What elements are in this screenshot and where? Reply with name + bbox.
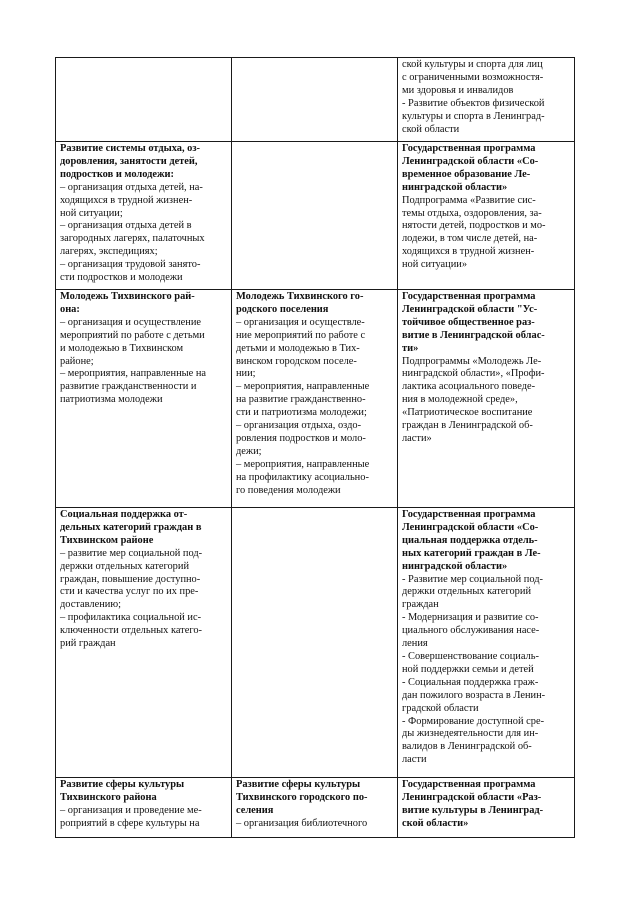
cell-heading-line: Государственная программа xyxy=(402,143,536,154)
table-cell-col1 xyxy=(56,508,232,778)
table-cell-col3 xyxy=(398,778,575,838)
cell-text-line: дежи; xyxy=(236,445,262,457)
cell-heading-line: дельных категорий граждан в xyxy=(60,521,202,533)
cell-text-line: – организация отдыха детей в xyxy=(60,220,192,232)
cell-heading-line: доровления, занятости детей, xyxy=(60,155,198,167)
table-cell-col2 xyxy=(232,778,398,838)
cell-text-line: ды жизнедеятельности для ин- xyxy=(402,728,539,740)
cell-heading-line: временное образование Ле- xyxy=(402,168,531,180)
cell-text-line: - Модернизация и развитие со- xyxy=(402,612,539,624)
cell-heading-line: Ленинградской области «Со- xyxy=(402,155,539,167)
cell-text-line: патриотизма молодежи xyxy=(60,394,163,406)
cell-text-line: с ограниченными возможностя- xyxy=(402,71,544,83)
cell-text-line: на профилактику асоциально- xyxy=(236,471,369,483)
document-page xyxy=(55,57,574,838)
cell-text-line: ние мероприятий по работе с xyxy=(236,329,366,341)
cell-heading-line: она: xyxy=(60,303,80,315)
cell-text-line: – организация и проведение ме- xyxy=(60,804,202,816)
cell-text-line: лодежи, в том числе детей, на- xyxy=(402,233,538,245)
cell-text-line: ной ситуации; xyxy=(60,207,123,219)
cell-text-line: – организация и осуществление xyxy=(60,316,201,328)
table-cell-col2 xyxy=(232,290,398,508)
cell-text-line: держки отдельных категорий xyxy=(402,586,531,598)
cell-text-line: рий граждан xyxy=(60,638,116,650)
cell-text-line: роприятий в сфере культуры на xyxy=(60,817,200,829)
cell-text-line: винском городском поселе- xyxy=(236,355,357,367)
programs-table-body xyxy=(56,58,575,838)
cell-heading-line: Государственная программа xyxy=(402,509,536,520)
cell-heading-line: Социальная поддержка от- xyxy=(60,509,188,520)
cell-heading-line: Развитие сферы культуры xyxy=(60,779,185,790)
cell-heading-line: Государственная программа xyxy=(402,291,536,302)
cell-text-line: ходящихся в трудной жизнен- xyxy=(402,246,535,258)
cell-text-line: сти подростков и молодежи xyxy=(60,272,183,284)
cell-text-line: – мероприятия, направленные на xyxy=(60,368,206,380)
cell-text-line: ской культуры и спорта для лиц xyxy=(402,59,543,70)
cell-text-line: ласти» xyxy=(402,432,432,444)
cell-text-line: валидов в Ленинградской об- xyxy=(402,741,532,753)
cell-text-line: нии; xyxy=(236,368,256,380)
cell-text-line: ровления подростков и моло- xyxy=(236,432,366,444)
cell-text-line: циального обслуживания насе- xyxy=(402,625,540,637)
cell-heading-line: Тихвинском районе xyxy=(60,534,154,546)
cell-text-line: ласти xyxy=(402,754,427,766)
cell-text-line: держки отдельных категорий xyxy=(60,560,189,572)
cell-heading-line: Тихвинского района xyxy=(60,791,157,803)
cell-text-line: ходящихся в трудной жизнен- xyxy=(60,194,193,206)
cell-text-line: – организация и осуществле- xyxy=(236,316,365,328)
cell-text-line: мероприятий по работе с детьми xyxy=(60,329,205,341)
cell-heading-line: Ленинградской области "Ус- xyxy=(402,303,538,315)
table-cell-col1 xyxy=(56,290,232,508)
cell-text-line: – организация трудовой занято- xyxy=(60,259,201,271)
cell-text-line: ми здоровья и инвалидов xyxy=(402,84,514,96)
cell-text-line: – развитие мер социальной под- xyxy=(60,547,203,559)
cell-text-line: - Социальная поддержка граж- xyxy=(402,676,539,688)
cell-text-line: граждан xyxy=(402,599,439,611)
table-cell-col1 xyxy=(56,778,232,838)
table-row xyxy=(56,58,575,142)
cell-text-line: - Формирование доступной сре- xyxy=(402,715,545,727)
cell-text-line: нятости детей, подростков и мо- xyxy=(402,220,546,232)
table-row xyxy=(56,778,575,838)
cell-text-line: Подпрограмма «Развитие сис- xyxy=(402,194,536,206)
cell-heading-line: Молодежь Тихвинского рай- xyxy=(60,291,195,302)
table-row xyxy=(56,290,575,508)
cell-text-line: градской области xyxy=(402,702,479,714)
cell-text-line: нинградской области», «Профи- xyxy=(402,368,545,380)
cell-heading-line: Развитие системы отдыха, оз- xyxy=(60,143,201,154)
cell-text-line: Подпрограммы «Молодежь Ле- xyxy=(402,355,542,367)
cell-text-line: ключенности отдельных катего- xyxy=(60,625,202,637)
cell-heading-line: селения xyxy=(236,804,274,816)
cell-text-line: – организация отдыха, оздо- xyxy=(236,420,362,432)
cell-heading-line: нинградской области» xyxy=(402,560,508,572)
cell-heading-line: Ленинградской области «Раз- xyxy=(402,791,542,803)
cell-text-line: – организация библиотечного xyxy=(236,817,368,829)
table-cell-col1 xyxy=(56,58,232,142)
cell-text-line: ной поддержки семьи и детей xyxy=(402,663,534,675)
cell-heading-line: Ленинградской области «Со- xyxy=(402,521,539,533)
cell-text-line: – организация отдыха детей, на- xyxy=(60,181,203,193)
cell-text-line: «Патриотическое воспитание xyxy=(402,407,533,419)
cell-text-line: сти и патриотизма молодежи; xyxy=(236,407,367,419)
cell-text-line: лактика асоциального поведе- xyxy=(402,381,536,393)
cell-text-line: лагерях, экспедициях; xyxy=(60,246,158,258)
table-cell-col3 xyxy=(398,508,575,778)
cell-text-line: загородных лагерях, палаточных xyxy=(60,233,205,245)
cell-heading-line: подростков и молодежи: xyxy=(60,168,174,180)
cell-heading-line: родского поселения xyxy=(236,303,329,315)
table-cell-col2 xyxy=(232,508,398,778)
cell-heading-line: тойчивое общественное раз- xyxy=(402,316,535,328)
cell-text-line: ления xyxy=(402,638,428,650)
table-cell-col1 xyxy=(56,142,232,290)
cell-text-line: на развитие гражданственно- xyxy=(236,394,366,406)
cell-heading-line: Тихвинского городского по- xyxy=(236,791,368,803)
cell-text-line: районе; xyxy=(60,355,94,367)
cell-text-line: го поведения молодежи xyxy=(236,484,341,496)
cell-text-line: детьми и молодежью в Тих- xyxy=(236,342,360,354)
cell-heading-line: витие культуры в Ленинград- xyxy=(402,804,544,816)
cell-text-line: - Совершенствование социаль- xyxy=(402,650,539,662)
cell-heading-line: ти» xyxy=(402,342,419,354)
cell-text-line: – мероприятия, направленные xyxy=(236,381,370,393)
cell-heading-line: ской области» xyxy=(402,817,469,829)
cell-text-line: культуры и спорта в Ленинград- xyxy=(402,110,545,122)
cell-text-line: ной ситуации» xyxy=(402,259,468,271)
cell-heading-line: нинградской области» xyxy=(402,181,508,193)
cell-heading-line: циальная поддержка отдель- xyxy=(402,534,538,546)
table-cell-col3 xyxy=(398,142,575,290)
cell-heading-line: Молодежь Тихвинского го- xyxy=(236,291,364,302)
cell-text-line: - Развитие объектов физической xyxy=(402,97,545,109)
table-cell-col2 xyxy=(232,58,398,142)
cell-text-line: темы отдыха, оздоровления, за- xyxy=(402,207,542,219)
cell-text-line: граждан, повышение доступно- xyxy=(60,573,201,585)
cell-heading-line: Государственная программа xyxy=(402,779,536,790)
cell-heading-line: ных категорий граждан в Ле- xyxy=(402,547,541,559)
cell-heading-line: витие в Ленинградской облас- xyxy=(402,329,545,341)
table-row xyxy=(56,142,575,290)
cell-text-line: граждан в Ленинградской об- xyxy=(402,420,533,432)
cell-text-line: дан пожилого возраста в Ленин- xyxy=(402,689,546,701)
programs-table xyxy=(55,57,575,838)
table-row xyxy=(56,508,575,778)
cell-text-line: ской области xyxy=(402,123,460,135)
cell-text-line: - Развитие мер социальной под- xyxy=(402,573,543,585)
cell-text-line: и молодежью в Тихвинском xyxy=(60,342,184,354)
cell-text-line: доставлению; xyxy=(60,599,121,611)
cell-text-line: сти и качества услуг по их пре- xyxy=(60,586,199,598)
cell-heading-line: Развитие сферы культуры xyxy=(236,779,361,790)
cell-text-line: – мероприятия, направленные xyxy=(236,458,370,470)
table-cell-col2 xyxy=(232,142,398,290)
table-cell-col3 xyxy=(398,58,575,142)
cell-text-line: ния в молодежной среде», xyxy=(402,394,518,406)
cell-text-line: – профилактика социальной ис- xyxy=(60,612,202,624)
table-cell-col3 xyxy=(398,290,575,508)
cell-text-line: развитие гражданственности и xyxy=(60,381,197,393)
